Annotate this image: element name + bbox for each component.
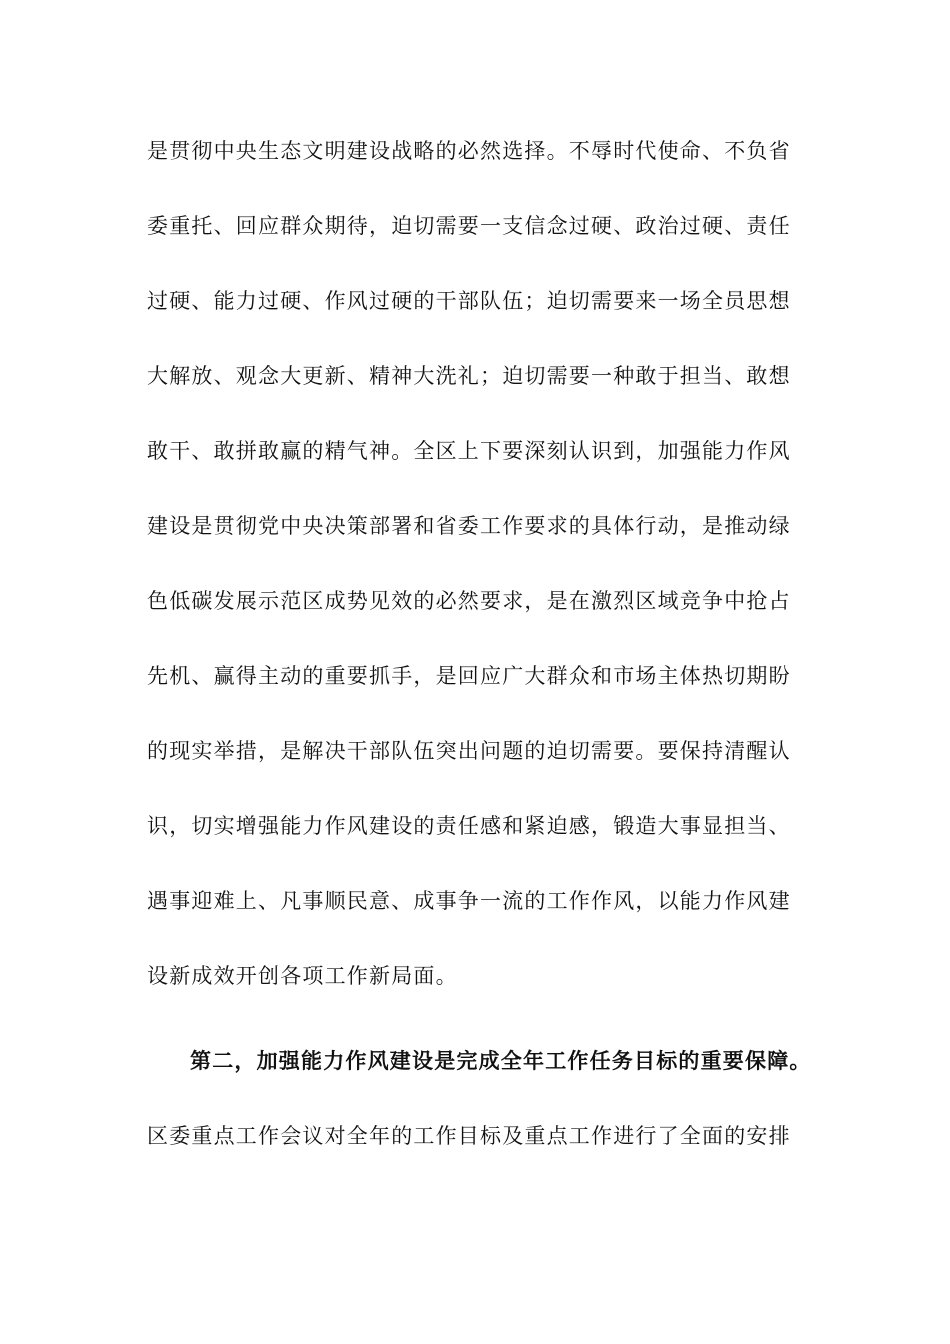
section-heading: 第二，加强能力作风建设是完成全年工作任务目标的重要保障。 — [190, 1048, 812, 1073]
paragraph-line: 大解放、观念大更新、精神大洗礼；迫切需要一种敢于担当、敢想 — [147, 364, 791, 388]
paragraph-line: 建设是贯彻党中央决策部署和省委工作要求的具体行动，是推动绿 — [147, 514, 791, 538]
paragraph-line: 设新成效开创各项工作新局面。 — [147, 964, 458, 988]
paragraph-line: 遇事迎难上、凡事顺民意、成事争一流的工作作风，以能力作风建 — [147, 889, 791, 913]
paragraph-line: 委重托、回应群众期待，迫切需要一支信念过硬、政治过硬、责任 — [147, 214, 791, 238]
paragraph-line: 的现实举措，是解决干部队伍突出问题的迫切需要。要保持清醒认 — [147, 739, 791, 763]
paragraph-line: 过硬、能力过硬、作风过硬的干部队伍；迫切需要来一场全员思想 — [147, 289, 791, 313]
paragraph-line: 是贯彻中央生态文明建设战略的必然选择。不辱时代使命、不负省 — [147, 139, 791, 163]
paragraph-line: 识，切实增强能力作风建设的责任感和紧迫感，锻造大事显担当、 — [147, 814, 791, 838]
paragraph-line: 先机、赢得主动的重要抓手，是回应广大群众和市场主体热切期盼 — [147, 664, 791, 688]
paragraph-line: 敢干、敢拼敢赢的精气神。全区上下要深刻认识到，加强能力作风 — [147, 439, 791, 463]
paragraph-line: 区委重点工作会议对全年的工作目标及重点工作进行了全面的安排 — [147, 1124, 791, 1148]
paragraph-line: 色低碳发展示范区成势见效的必然要求，是在激烈区域竞争中抢占 — [147, 589, 791, 613]
